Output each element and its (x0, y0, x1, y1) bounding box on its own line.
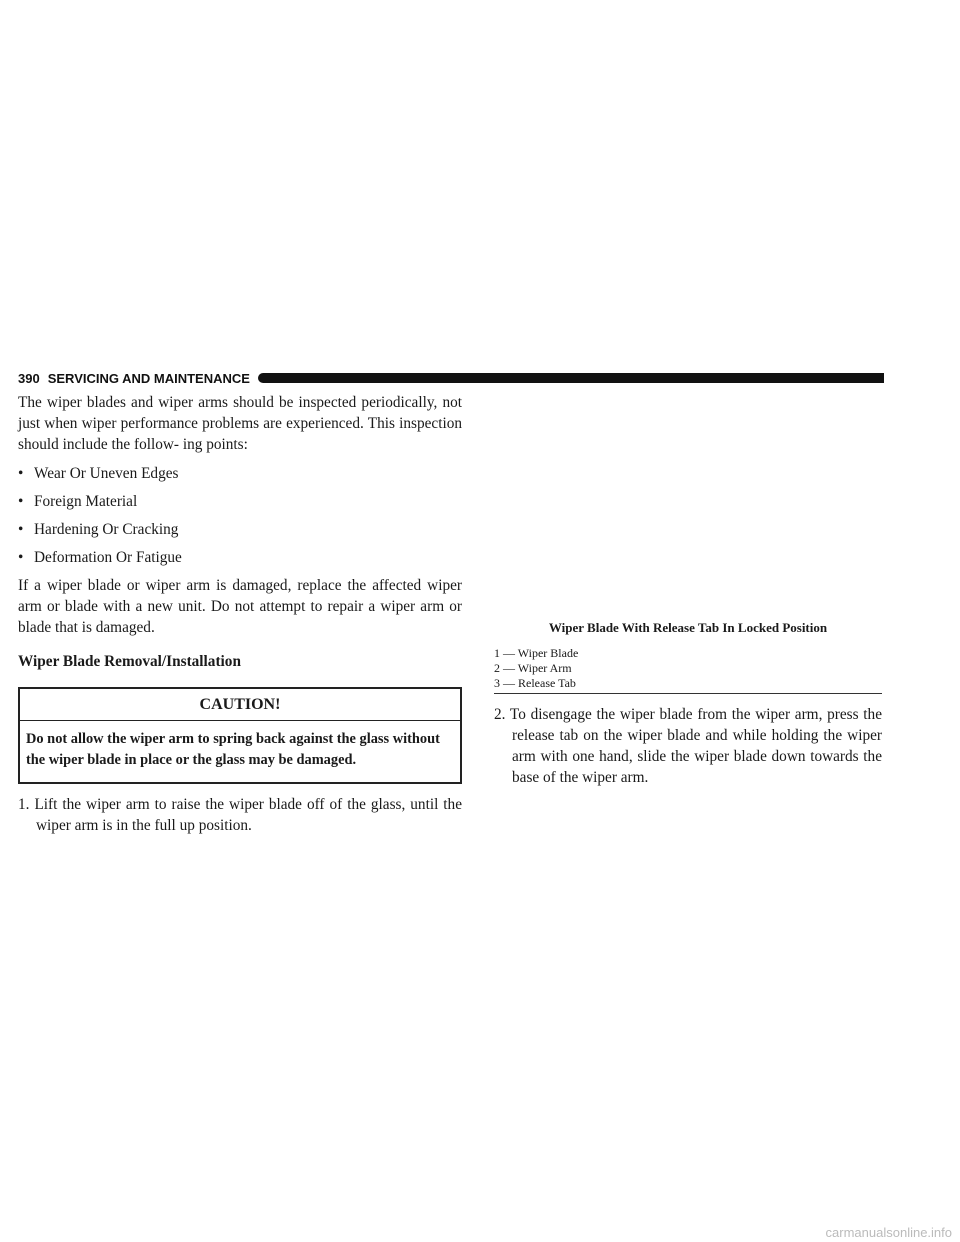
bullet-icon: • (18, 465, 24, 482)
page-header (18, 370, 884, 386)
legend-item: 3 — Release Tab (494, 676, 576, 690)
list-item: • Wear Or Uneven Edges (18, 465, 179, 482)
legend-item: 2 — Wiper Arm (494, 661, 572, 675)
watermark: carmanualsonline.info (825, 1225, 952, 1240)
figure-legend (494, 646, 882, 691)
caution-text: Do not allow the wiper arm to spring back against the glass without the wiper blade in place or the glass may be damaged. (26, 731, 440, 768)
step-2: 2. To disengage the wiper blade from the wiper arm, press the release tab on the wiper blade and while holding the wiper arm with one hand, slide the wiper blade down towards the base of the wiper arm. (494, 706, 882, 786)
bullet-icon: • (18, 521, 24, 538)
inspection-points (18, 463, 462, 568)
step-1: 1. Lift the wiper arm to raise the wiper blade off of the glass, until the wiper arm is in the full up position. (18, 796, 462, 834)
header-rule (258, 373, 884, 383)
caution-title: CAUTION! (20, 689, 460, 721)
page-number: 390 (18, 370, 40, 386)
list-item: • Hardening Or Cracking (18, 521, 179, 538)
subheading: Wiper Blade Removal/Installation (18, 653, 241, 670)
right-column (494, 392, 882, 788)
list-item: • Foreign Material (18, 493, 138, 510)
wiper-blade-figure (494, 392, 882, 620)
section-title: SERVICING AND MAINTENANCE (47, 370, 250, 386)
bullet-icon: • (18, 549, 24, 566)
caution-box (18, 687, 462, 784)
intro-paragraph: The wiper blades and wiper arms should be inspected periodically, not just when wiper performance problems are experienced. This inspection should include the follow- ing points: (18, 394, 462, 453)
legend-divider (494, 693, 882, 694)
replace-paragraph: If a wiper blade or wiper arm is damaged, replace the affected wiper arm or blade with a new unit. Do not attempt to repair a wiper arm or blade that is damaged. (18, 577, 462, 636)
list-item: • Deformation Or Fatigue (18, 549, 182, 566)
figure-caption: Wiper Blade With Release Tab In Locked Position (548, 620, 828, 635)
legend-item: 1 — Wiper Blade (494, 646, 579, 660)
left-column (18, 392, 462, 836)
bullet-icon: • (18, 493, 24, 510)
